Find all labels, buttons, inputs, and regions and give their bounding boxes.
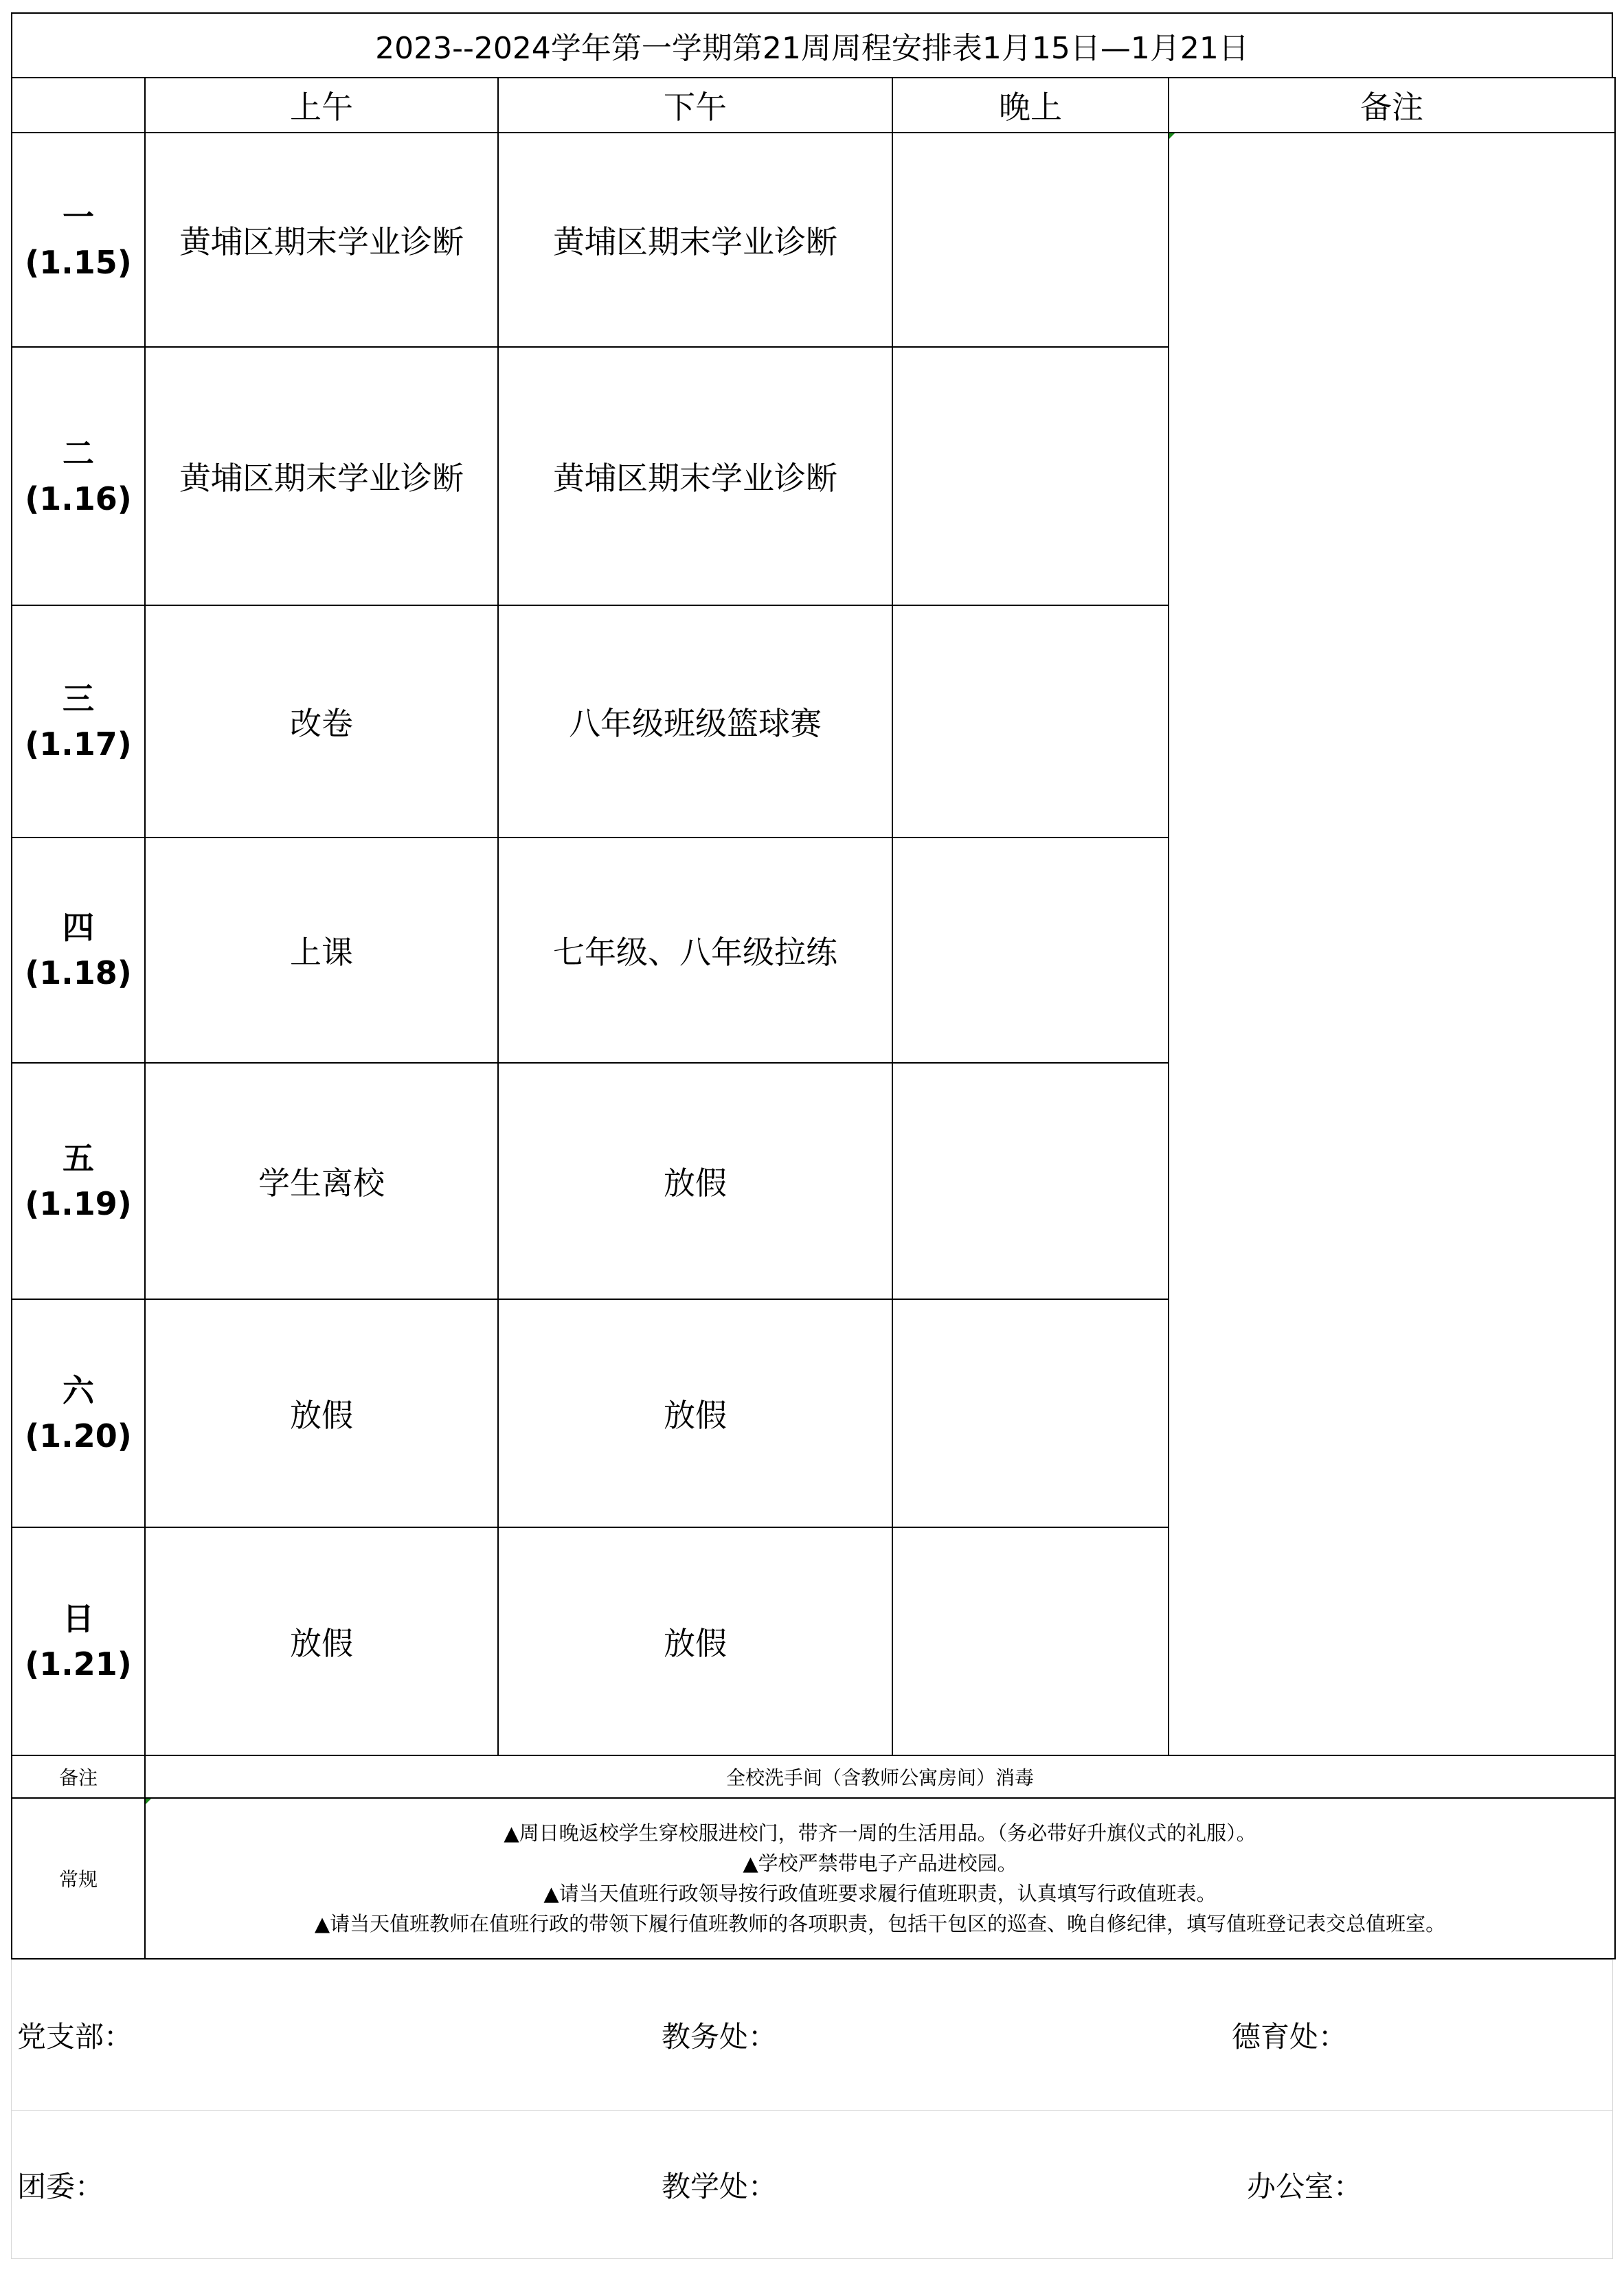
teaching-office-signature: 教学处： (662, 2170, 778, 2203)
routine-line: ▲周日晚返校学生穿校服进校门，带齐一周的生活用品。（务必带好升旗仪式的礼服）。 (504, 1821, 1256, 1845)
schedule-title: 2023--2024学年第一学期第21周周程安排表1月15日—1月21日 (11, 12, 1613, 77)
evening-cell (892, 133, 1169, 347)
day-name: 日 (63, 1600, 94, 1637)
general-office-signature: 办公室： (1247, 2170, 1363, 2203)
day-name: 二 (63, 435, 94, 472)
evening-cell (892, 1527, 1169, 1755)
cell-comment-marker (146, 1799, 151, 1804)
evening-cell (892, 1299, 1169, 1527)
day-date: (1.18) (25, 954, 132, 991)
header-morning: 上午 (145, 78, 498, 133)
remarks-column-cell (1169, 133, 1615, 1755)
header-row (12, 78, 1615, 133)
routine-line: ▲请当天值班行政领导按行政值班要求履行值班职责，认真填写行政值班表。 (543, 1882, 1217, 1905)
afternoon-cell: 放假 (498, 1527, 892, 1755)
afternoon-cell: 八年级班级篮球赛 (498, 605, 892, 838)
day-label (12, 1299, 145, 1527)
evening-cell (892, 347, 1169, 605)
signature-row (12, 1960, 1612, 2111)
routine-line: ▲学校严禁带电子产品进校园。 (743, 1852, 1017, 1875)
routine-line: ▲请当天值班教师在值班行政的带领下履行值班教师的各项职责，包括干包区的巡查、晚自修纪律，填写值班登记表交总值班室。 (314, 1912, 1446, 1935)
day-label (12, 1527, 145, 1755)
notes-text: 全校洗手间（含教师公寓房间）消毒 (145, 1755, 1615, 1798)
routine-row (12, 1798, 1615, 1959)
day-name: 五 (63, 1140, 94, 1177)
day-label (12, 347, 145, 605)
day-name: 一 (63, 199, 94, 236)
header-remarks: 备注 (1169, 78, 1615, 133)
academic-affairs-signature: 教务处： (662, 2020, 778, 2054)
afternoon-cell: 黄埔区期末学业诊断 (498, 347, 892, 605)
evening-cell (892, 605, 1169, 838)
day-label (12, 838, 145, 1063)
notes-row (12, 1755, 1615, 1798)
morning-cell: 学生离校 (145, 1063, 498, 1299)
morning-cell: 放假 (145, 1527, 498, 1755)
header-evening: 晚上 (892, 78, 1169, 133)
afternoon-cell: 放假 (498, 1299, 892, 1527)
morning-cell: 上课 (145, 838, 498, 1063)
evening-cell (892, 1063, 1169, 1299)
day-name: 六 (63, 1372, 94, 1409)
signature-row (12, 2110, 1612, 2260)
afternoon-cell: 放假 (498, 1063, 892, 1299)
weekly-schedule-table (11, 77, 1616, 1959)
afternoon-cell: 七年级、八年级拉练 (498, 838, 892, 1063)
day-name: 四 (63, 909, 94, 946)
day-date: (1.17) (25, 726, 132, 763)
day-row-mon (12, 133, 1615, 347)
moral-education-signature: 德育处： (1232, 2020, 1348, 2054)
day-label (12, 133, 145, 347)
day-label (12, 1063, 145, 1299)
header-afternoon: 下午 (498, 78, 892, 133)
day-date: (1.20) (25, 1417, 132, 1454)
morning-cell: 黄埔区期末学业诊断 (145, 133, 498, 347)
notes-label: 备注 (12, 1755, 145, 1798)
signature-area (11, 1959, 1613, 2259)
day-date: (1.19) (25, 1185, 132, 1222)
youth-league-signature: 团委： (17, 2170, 104, 2203)
afternoon-cell: 黄埔区期末学业诊断 (498, 133, 892, 347)
cell-comment-marker (1169, 133, 1175, 139)
routine-content (145, 1798, 1615, 1959)
routine-label: 常规 (12, 1798, 145, 1959)
day-name: 三 (63, 680, 94, 717)
day-date: (1.15) (25, 244, 132, 281)
day-label (12, 605, 145, 838)
header-corner (12, 78, 145, 133)
morning-cell: 放假 (145, 1299, 498, 1527)
party-branch-signature: 党支部： (17, 2020, 133, 2054)
day-date: (1.16) (25, 480, 132, 517)
evening-cell (892, 838, 1169, 1063)
day-date: (1.21) (25, 1645, 132, 1683)
morning-cell: 改卷 (145, 605, 498, 838)
morning-cell: 黄埔区期末学业诊断 (145, 347, 498, 605)
